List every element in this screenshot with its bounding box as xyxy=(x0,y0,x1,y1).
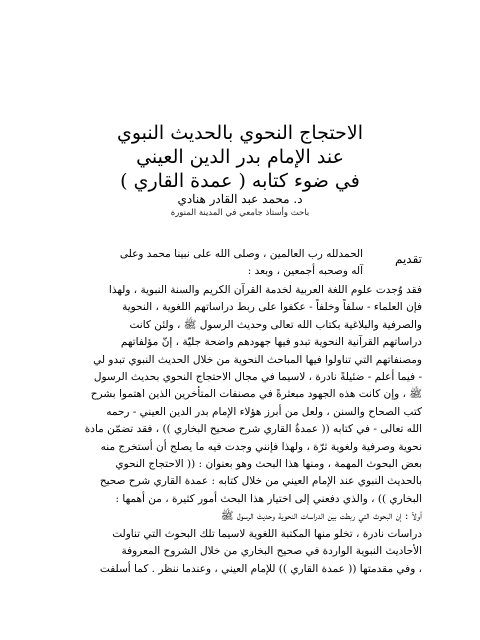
body-line: ﷺ ، وإن كانت هذه الجهود مبعثرةً في مصنفات المتأخرين الذين اهتموا بشرح xyxy=(90,388,422,401)
title-line-3: في ضوء كتابه ( عمدة القاري ) xyxy=(120,170,360,192)
opening-paragraph xyxy=(119,246,363,280)
body-line: الأحاديث النبوية الواردة في صحيح البخاري من خلال الشروح المعروفة xyxy=(121,545,422,558)
body-line: كتب الصحاح والسنن ، ولعل من أبرز هؤلاء الإمام بدر الدين العيني - رحمه xyxy=(106,405,422,418)
body-line: الله تعالى - في كتابه (( عمدةُ القاري شرح صحيح البخاري )) ، فقد تضمّن مادة xyxy=(84,423,422,436)
body-line: نحوية وصرفية ولغوية ثرّة ، ولهذا فإنني وجدت فيه ما يصلح أن أستخرج منه xyxy=(100,440,422,453)
title-line-2: عند الإمام بدر الدين العيني xyxy=(136,146,344,168)
body-line: بعض البحوث المهمة ، ومنها هذا البحث وهو بعنوان : (( الاحتجاج النحوي xyxy=(115,458,422,471)
title-line-1: الاحتجاج النحوي بالحديث النبوي xyxy=(116,122,364,144)
opening-line: آله وصحبه أجمعين ، وبعد : xyxy=(247,265,363,277)
author-affiliation: باحث وأستاذ جامعي في المدينة المنورة xyxy=(170,208,310,218)
body-line: ومصنفاتهم التي تناولوا فيها المباحث النحوية من خلال الحديث النبوي تبدو لي xyxy=(93,353,422,366)
body-line: والصرفية والبلاغية بكتاب الله تعالى وحديث الرسول ﷺ ، ولئن كانت xyxy=(129,318,422,331)
body-text xyxy=(60,282,422,578)
title-block xyxy=(0,122,480,194)
body-line: بالحديث النبوي عند الإمام العيني من خلال كتابه : عمدة القاري شرح صحيح xyxy=(99,475,422,488)
body-line: ، وفي مقدمتها (( عمدة القاري )) للإمام العيني ، وعندما ننظر . كما أسلفت xyxy=(99,562,422,575)
body-line: فقد وُجدت علوم اللغة العربية لخدمة القرآن الكريم والسنة النبوية ، ولهذا xyxy=(108,284,422,296)
opening-line: الحمدلله رب العالمين ، وصلى الله على نبينا محمد وعلى xyxy=(119,248,363,260)
body-line: دراساتهم القرآنية النحوية تبدو فيها جهودهم واضحة جليّة ، إنّ مؤلفاتهم xyxy=(120,336,422,349)
section-heading: تقديم xyxy=(394,252,422,266)
body-line: - فيما أعلم - ضئيلةً نادرة ، لاسيما في مجال الاحتجاج النحوي بحديث الرسول xyxy=(93,371,422,384)
body-line: فإن العلماء - سلفاً وخلفاً - عكفوا على ربط دراساتهم اللغوية ، النحوية xyxy=(122,301,422,314)
author-name: د. محمد عبد القادر هنادي xyxy=(177,192,303,206)
body-line-first-point: أولاً : إن البحوث التي ربطت بين الدراسات النحوية وحديث الرسول ﷺ xyxy=(220,510,422,523)
body-line: البخاري )) ، والذي دفعني إلى اختيار هذا البحث أمور كثيرة ، من أهمها : xyxy=(115,492,422,505)
body-line: دراسات نادرة ، تخلو منها المكتبة اللغوية لاسيما تلك البحوث التي تناولت xyxy=(112,527,422,540)
